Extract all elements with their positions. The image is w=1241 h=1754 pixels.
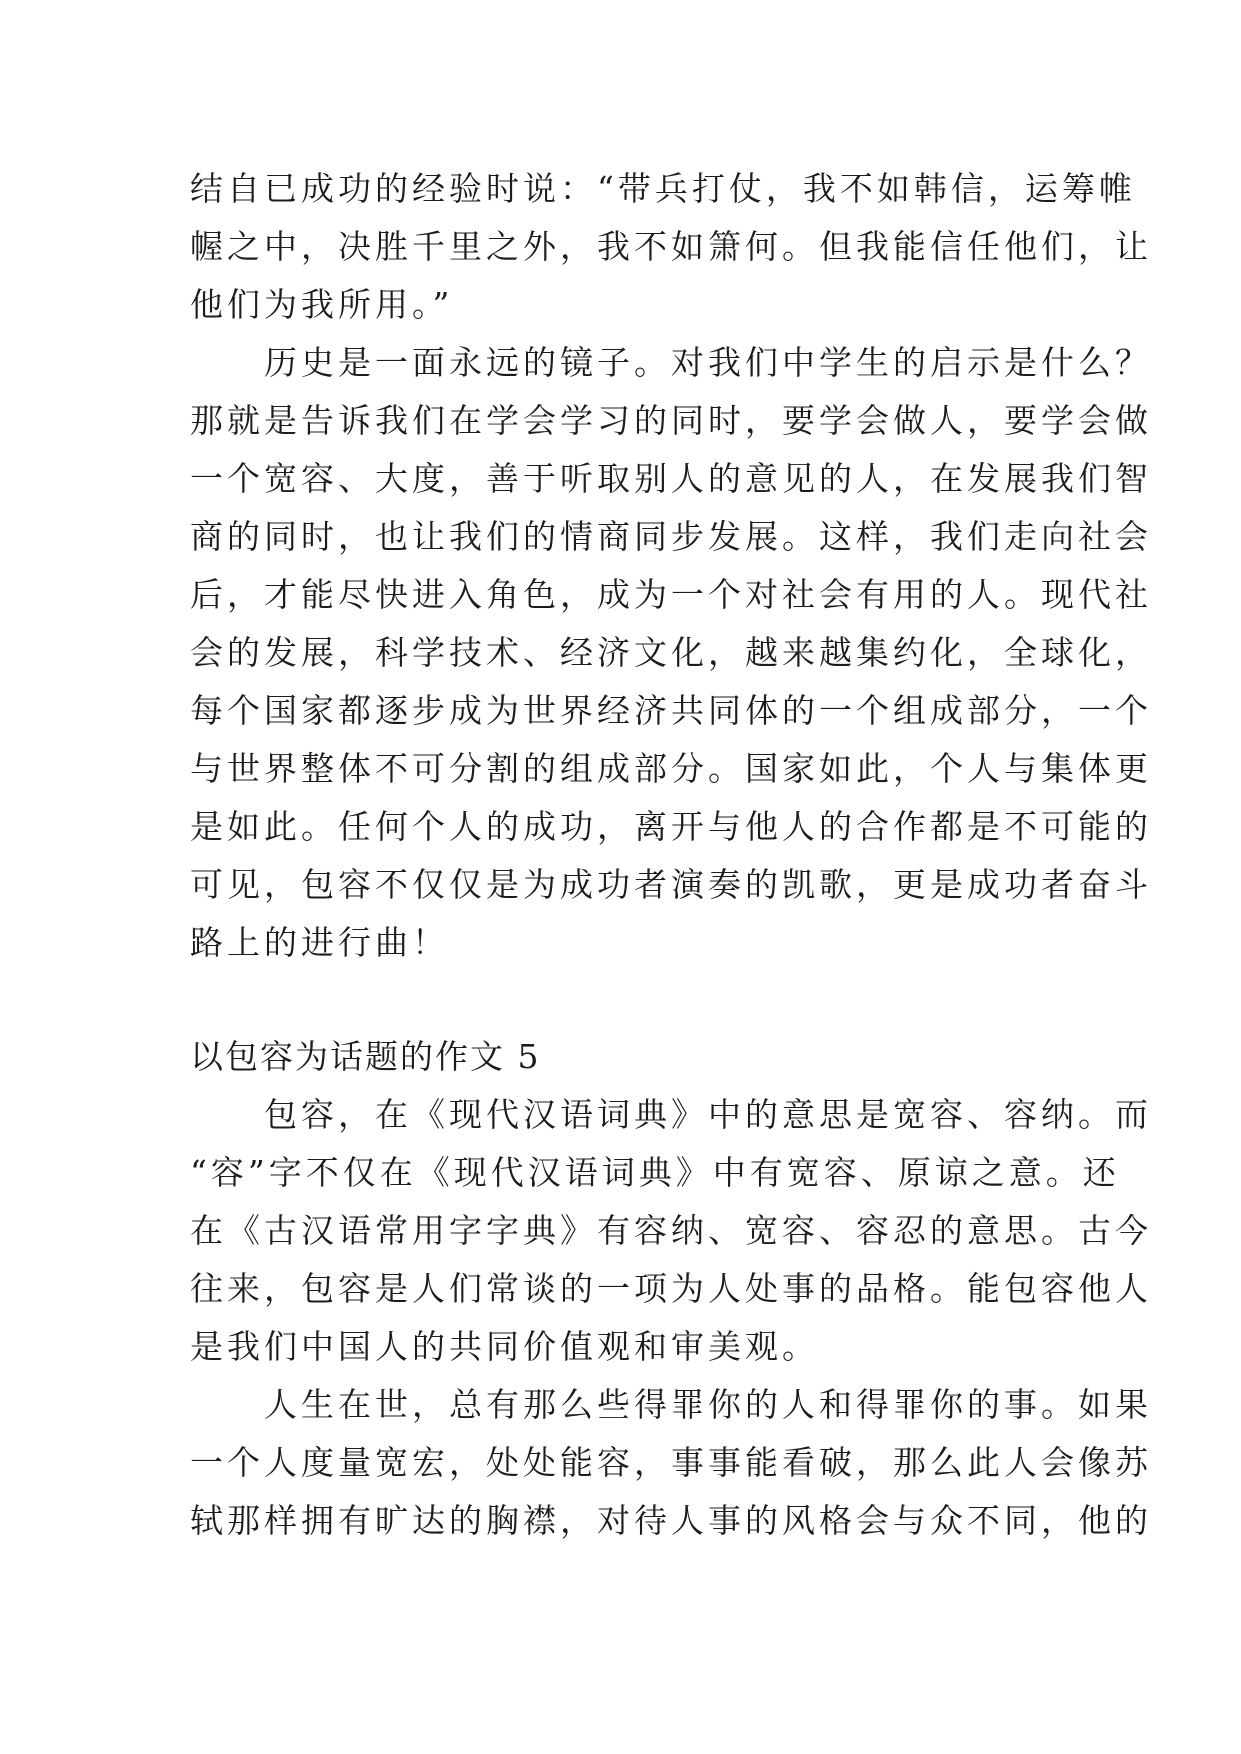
text-line: 可见，包容不仅仅是为成功者演奏的凯歌，更是成功者奋斗	[190, 865, 1152, 904]
paragraph-2	[190, 334, 1152, 972]
text-line: 一个人度量宽宏，处处能容，事事能看破，那么此人会像苏	[190, 1443, 1152, 1482]
text-line: 与世界整体不可分割的组成部分。国家如此，个人与集体更	[190, 749, 1152, 788]
text-line: 路上的进行曲！	[190, 923, 449, 962]
text-line: 是如此。任何个人的成功，离开与他人的合作都是不可能的	[190, 807, 1152, 846]
text-line: 包容，在《现代汉语词典》中的意思是宽容、容纳。而	[264, 1095, 1152, 1134]
text-line: 往来，包容是人们常谈的一项为人处事的品格。能包容他人	[190, 1269, 1152, 1308]
section-spacer	[190, 972, 1070, 1028]
text-line: 会的发展，科学技术、经济文化，越来越集约化，全球化，	[190, 633, 1152, 672]
text-line: 人生在世，总有那么些得罪你的人和得罪你的事。如果	[264, 1385, 1152, 1424]
text-line: 每个国家都逐步成为世界经济共同体的一个组成部分，一个	[190, 691, 1152, 730]
text-line: 一个宽容、大度，善于听取别人的意见的人，在发展我们智	[190, 459, 1152, 498]
text-line: 后，才能尽快进入角色，成为一个对社会有用的人。现代社	[190, 575, 1152, 614]
text-line: 商的同时，也让我们的情商同步发展。这样，我们走向社会	[190, 517, 1152, 556]
text-line: 幄之中，决胜千里之外，我不如箫何。但我能信任他们，让	[190, 227, 1152, 266]
text-line: 结自已成功的经验时说：“带兵打仗，我不如韩信，运筹帷	[190, 169, 1136, 208]
text-line: 历史是一面永远的镜子。对我们中学生的启示是什么？	[264, 343, 1152, 382]
text-line: 他们为我所用。”	[190, 285, 454, 324]
paragraph-3	[190, 1086, 1152, 1376]
text-line: 在《古汉语常用字字典》有容纳、宽容、容忍的意思。古今	[190, 1211, 1152, 1250]
text-line: 那就是告诉我们在学会学习的同时，要学会做人，要学会做	[190, 401, 1152, 440]
section-heading: 以包容为话题的作文 5	[190, 1037, 541, 1076]
text-line: 轼那样拥有旷达的胸襟，对待人事的风格会与众不同，他的	[190, 1501, 1152, 1540]
paragraph-4	[190, 1376, 1152, 1550]
document-body	[190, 160, 1152, 1550]
paragraph-1	[190, 160, 1152, 334]
text-line: 是我们中国人的共同价值观和审美观。	[190, 1327, 819, 1366]
text-line: “容”字不仅在《现代汉语词典》中有宽容、原谅之意。还	[190, 1153, 1120, 1192]
